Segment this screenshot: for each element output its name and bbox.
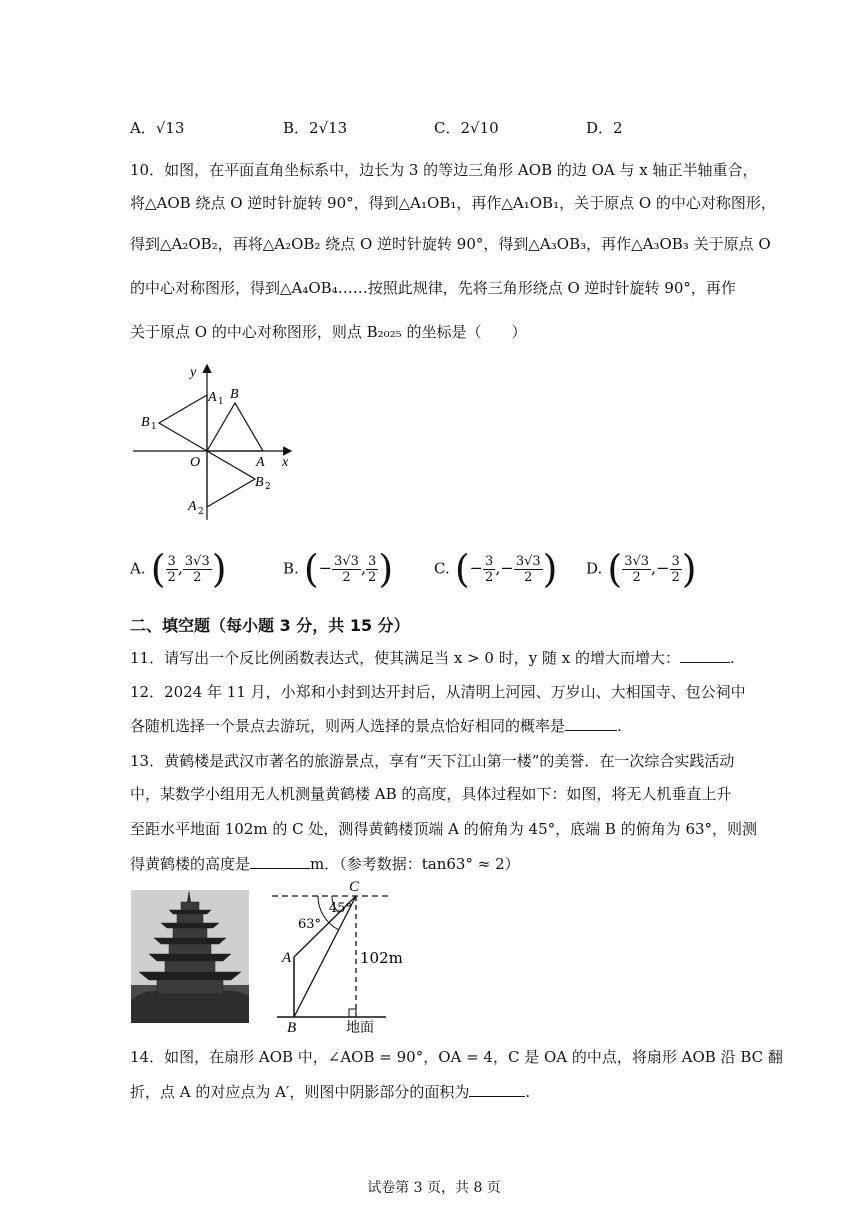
triangle-a2ob2 (207, 451, 255, 507)
q10-option-b: B. (− $\frac{3√3}{2}$ , $\frac{3}{2}$ ) (283, 547, 394, 591)
left-paren: ( (150, 547, 166, 591)
fraction (183, 554, 212, 585)
q13-question: 得黄鹤楼的高度是 (130, 855, 251, 873)
numerator: 3√3 (334, 553, 359, 569)
right-paren: ) (378, 547, 394, 591)
label-a2-sub: 2 (198, 507, 204, 517)
numerator: 3 (167, 553, 176, 569)
left-paren: ( (303, 547, 319, 591)
q13-geometry-figure (270, 875, 410, 1035)
q13-line-3: 至距水平地面 102m 的 C 处，测得黄鹤楼顶端 A 的俯角为 45°，底端 B 的俯角为 63°，则测 (130, 820, 758, 838)
q10-option-b-letter: B. (283, 559, 299, 578)
q10-line-2: 将△AOB 绕点 O 逆时针旋转 90°，得到△A₁OB₁，再作△A₁OB₁，关于原点 O 的中心对称图形， (130, 194, 776, 212)
denominator: 2 (342, 569, 351, 585)
q13-line-1: 13．黄鹤楼是武汉市著名的旅游景点，享有“天下江山第一楼”的美誉．在一次综合实践活动 (130, 752, 735, 770)
answer-blank (469, 1082, 525, 1097)
q10-line-3: 得到△A₂OB₂，再将△A₂OB₂ 绕点 O 逆时针旋转 90°，得到△A₃OB₃，再作△A₃OB₃ 关于原点 O (130, 235, 771, 253)
fraction (166, 554, 178, 585)
q10-option-d: D. ( $\frac{3√3}{2}$ ,− $\frac{3}{2}$ ) (586, 547, 697, 591)
label-b1-sub: 1 (151, 422, 157, 432)
q10-option-c-sign1: − (469, 558, 484, 578)
label-a2: A (188, 499, 197, 514)
denominator: 2 (167, 569, 176, 585)
fraction (483, 554, 495, 585)
numerator: 3 (671, 553, 680, 569)
label-c: C (349, 879, 360, 895)
left-paren: ( (607, 547, 623, 591)
q14-question: 折，点 A 的对应点为 A′，则图中阴影部分的面积为 (130, 1083, 470, 1101)
q10-option-b-sign1: − (318, 558, 333, 578)
q13-line-4 (130, 854, 520, 874)
q9-option-c: C．2√10 (434, 119, 499, 137)
label-b: B (287, 1020, 297, 1035)
q10-option-d-letter: D. (586, 559, 603, 578)
q9-option-d: D．2 (586, 119, 623, 137)
q12-question: 各随机选择一个景点去游玩，则两人选择的景点恰好相同的概率是 (130, 717, 566, 735)
label-a: A (282, 950, 292, 966)
q10-option-a: A. ( $\frac{3}{2}$ , $\frac{3√3}{2}$ ) (130, 547, 227, 591)
page-footer: 试卷第 3 页，共 8 页 (367, 1180, 501, 1196)
q9-option-a: A．√13 (130, 119, 185, 137)
label-y: y (190, 365, 197, 380)
q13-line-2: 中，某数学小组用无人机测量黄鹤楼 AB 的高度，具体过程如下：如图，将无人机垂直上升 (130, 785, 732, 803)
right-paren: ) (542, 547, 558, 591)
q14-line-2: 折，点 A 的对应点为 A′，则图中阴影部分的面积为 . (130, 1083, 531, 1101)
fraction (366, 554, 378, 585)
q10-option-c-letter: C. (434, 559, 450, 578)
yellow-crane-tower-photo (131, 890, 249, 1023)
label-angle-63: 63° (298, 917, 322, 932)
q10-option-c: C. (− $\frac{3}{2}$ ,− $\frac{3√3}{2}$ ) (434, 547, 558, 591)
q10-line-1: 10．如图，在平面直角坐标系中，边长为 3 的等边三角形 AOB 的边 OA 与 x 轴正半轴重合， (130, 161, 758, 179)
label-b2-sub: 2 (265, 482, 271, 492)
left-paren: ( (454, 547, 470, 591)
q14-line-1: 14．如图，在扇形 AOB 中，∠AOB = 90°，OA = 4，C 是 OA 的中点，将扇形 AOB 沿 BC 翻 (130, 1048, 783, 1066)
fraction (670, 554, 682, 585)
fraction (332, 554, 361, 585)
fraction (622, 554, 651, 585)
label-b2: B (255, 475, 264, 490)
denominator: 2 (485, 569, 494, 585)
triangle-aob (207, 403, 263, 451)
numerator: 3 (485, 553, 494, 569)
label-ground: 地面 (346, 1020, 374, 1035)
label-height: 102m (360, 949, 403, 967)
label-angle-45: 45° (329, 901, 353, 916)
label-x: x (282, 455, 289, 470)
denominator: 2 (368, 569, 377, 585)
label-a1-sub: 1 (218, 397, 224, 407)
label-o: O (190, 455, 201, 470)
right-paren: ) (211, 547, 227, 591)
q13-question-tail: m．（参考数据：tan63° ≈ 2） (310, 855, 520, 873)
q9-option-b: B．2√13 (283, 119, 348, 137)
numerator: 3√3 (624, 553, 650, 569)
numerator: 3√3 (184, 553, 210, 569)
q10-coordinate-figure (128, 360, 298, 525)
denominator: 2 (524, 569, 533, 585)
fraction (514, 554, 543, 585)
q10-option-a-letter: A. (130, 559, 146, 578)
q12-line-2: 各随机选择一个景点去游玩，则两人选择的景点恰好相同的概率是 . (130, 717, 622, 735)
denominator: 2 (193, 569, 202, 585)
q10-option-d-sign2: − (656, 558, 670, 578)
numerator: 3 (368, 553, 377, 569)
q11-text: 11．请写出一个反比例函数表达式，使其满足当 x > 0 时，y 随 x 的增大而增大： . (130, 649, 735, 667)
section-title: 二、填空题（每小题 3 分，共 15 分） (130, 616, 410, 635)
label-a: A (256, 455, 265, 470)
answer-blank (250, 854, 310, 869)
label-b1: B (141, 415, 150, 430)
right-paren: ) (681, 547, 697, 591)
answer-blank (565, 716, 617, 731)
q10-line-4: 的中心对称图形，得到△A₄OB₄……按照此规律，先将三角形绕点 O 逆时针旋转 90°，再作 (130, 279, 736, 297)
answer-blank (680, 648, 730, 663)
q10-option-c-sign2: − (500, 558, 514, 578)
q12-line-1: 12．2024 年 11 月，小郑和小封到达开封后，从清明上河园、万岁山、大相国寺、包公祠中 (130, 683, 746, 701)
triangle-a1ob1 (159, 395, 207, 451)
right-angle-mark (349, 1009, 356, 1017)
label-b: B (230, 387, 239, 402)
q11-question: 11．请写出一个反比例函数表达式，使其满足当 x > 0 时，y 随 x 的增大而增大： (130, 649, 680, 667)
denominator: 2 (632, 569, 641, 585)
label-a1: A (208, 390, 217, 405)
q10-line-5: 关于原点 O 的中心对称图形，则点 B₂₀₂₅ 的坐标是（ ） (130, 323, 527, 341)
denominator: 2 (671, 569, 680, 585)
numerator: 3√3 (515, 553, 541, 569)
